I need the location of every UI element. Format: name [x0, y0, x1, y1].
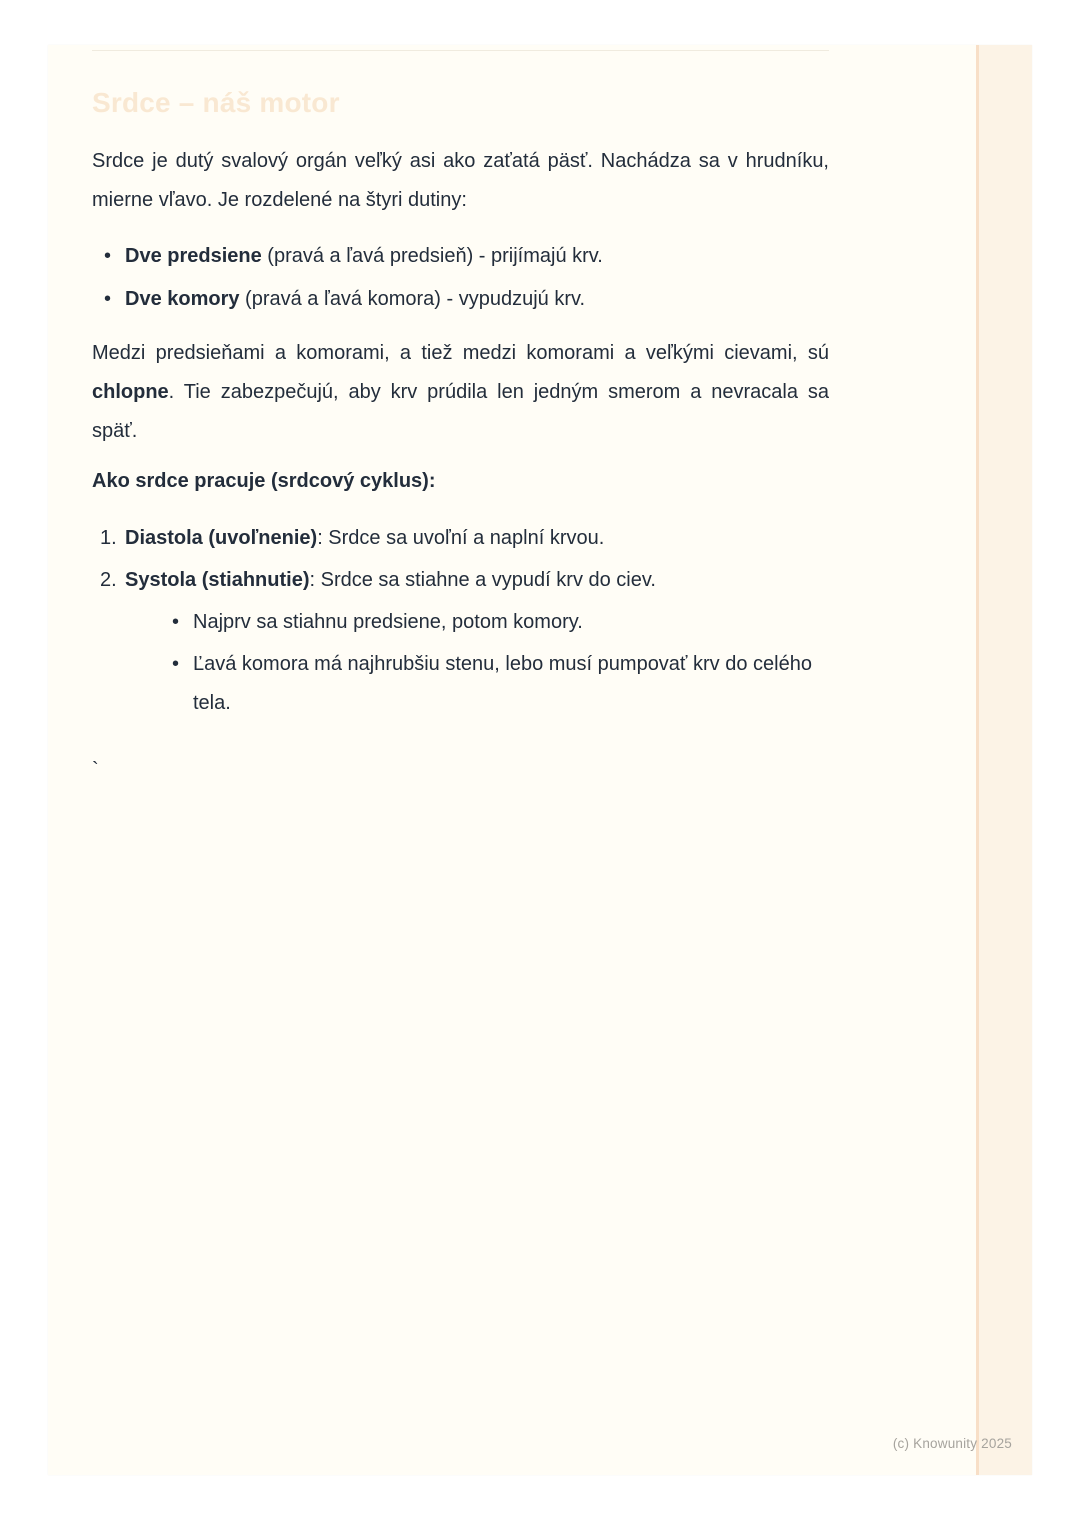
intro-paragraph: Srdce je dutý svalový orgán veľký asi ako zaťatá päsť. Nachádza sa v hrudníku, mierne vľavo. Je rozdelené na štyri dutiny: [92, 150, 829, 211]
bullet-icon: • [104, 245, 112, 267]
chambers-list [92, 237, 829, 319]
copyright-notice: (c) Knowunity 2025 [892, 1436, 1012, 1451]
valves-paragraph [92, 334, 829, 451]
numbered-item [92, 519, 829, 558]
bullet-icon: • [172, 611, 180, 633]
numbered-item-text: : Srdce sa uvoľní a naplní krvou. [317, 527, 605, 549]
section-heading: Ako srdce pracuje (srdcový cyklus): [92, 470, 436, 492]
right-margin-strip [979, 45, 1032, 1475]
sub-item-text: Najprv sa stiahnu predsiene, potom komory. [193, 611, 583, 633]
sub-list-item [125, 645, 829, 723]
bullet-icon: • [104, 288, 112, 310]
cardiac-cycle-list [92, 519, 829, 723]
bullet-icon: • [172, 653, 180, 675]
systole-sub-list [125, 603, 829, 723]
list-item [92, 237, 829, 276]
numbered-item-term: Diastola (uvoľnenie) [125, 527, 318, 549]
numbered-item [92, 561, 829, 723]
numbered-item-text: : Srdce sa stiahne a vypudí krv do ciev. [309, 569, 656, 591]
paragraph-text: Medzi predsieňami a komorami, a tiež medzi komorami a veľkými cievami, sú [92, 342, 829, 364]
list-item-text: (pravá a ľavá komora) - vypudzujú krv. [239, 288, 586, 310]
document-content [92, 50, 829, 790]
stray-backtick-mark: ` [92, 759, 99, 781]
item-number: 2. [100, 569, 117, 591]
paragraph-term: chlopne [92, 381, 169, 403]
paragraph-text: . Tie zabezpečujú, aby krv prúdila len jedným smerom a nevracala sa späť. [92, 381, 829, 442]
item-number: 1. [100, 527, 117, 549]
list-item-term: Dve predsiene [125, 245, 262, 267]
document-page [48, 45, 1032, 1475]
list-item-text: (pravá a ľavá predsieň) - prijímajú krv. [261, 245, 603, 267]
sub-list-item [125, 603, 829, 642]
right-margin-line [976, 45, 979, 1475]
sub-item-text: Ľavá komora má najhrubšiu stenu, lebo musí pumpovať krv do celého tela. [193, 653, 812, 714]
numbered-item-term: Systola (stiahnutie) [125, 569, 310, 591]
page-title: Srdce – náš motor [92, 87, 340, 118]
list-item-term: Dve komory [125, 288, 240, 310]
list-item [92, 280, 829, 319]
